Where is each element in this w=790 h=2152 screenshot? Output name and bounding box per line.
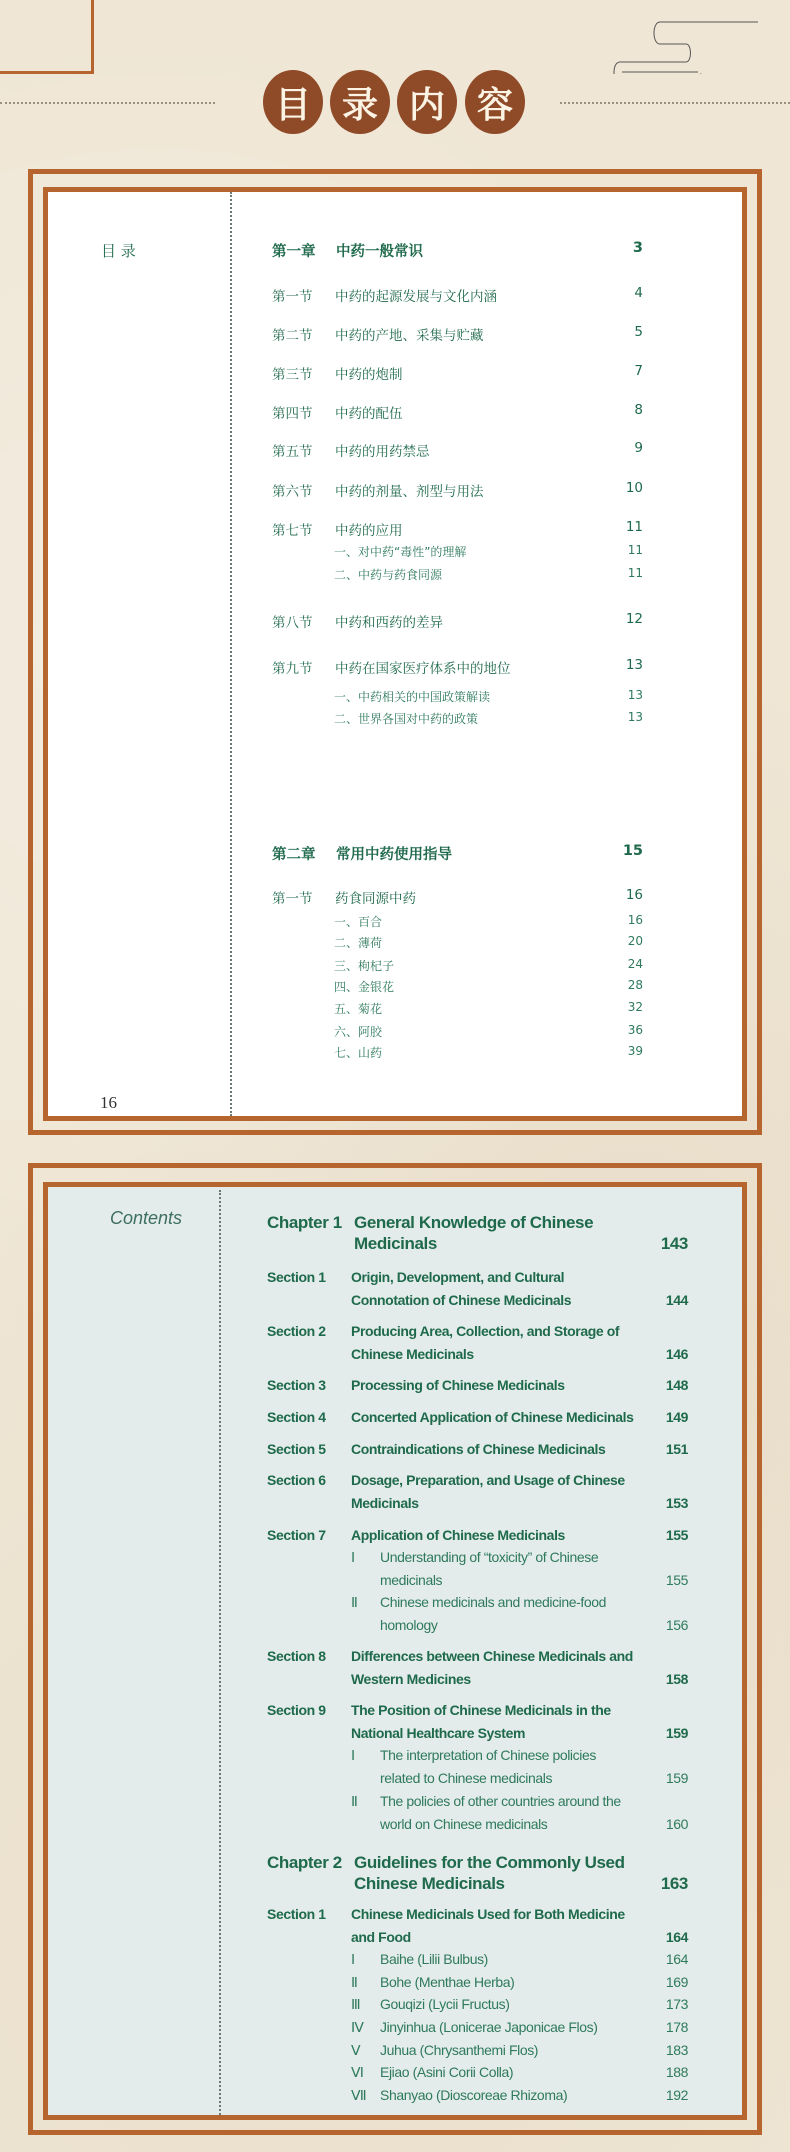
toc-entry-page: 7 xyxy=(634,363,643,379)
toc-entry-title-line: The interpretation of Chinese policies xyxy=(380,1747,596,1763)
toc-entry-title-line: The policies of other countries around the xyxy=(380,1793,621,1809)
toc-entry-label: 第二节 xyxy=(272,328,313,344)
roman-numeral: Ⅱ xyxy=(351,1793,358,1809)
toc-entry-title-line: related to Chinese medicinals xyxy=(380,1769,553,1786)
toc-entry-title-line: Producing Area, Collection, and Storage of xyxy=(351,1323,620,1339)
toc-entry-page: 153 xyxy=(665,1494,688,1511)
toc-entry-page: 32 xyxy=(627,1000,643,1014)
toc-entry-label: 第八节 xyxy=(272,615,313,631)
toc-entry-page: 13 xyxy=(625,657,643,673)
toc-entry-page: 39 xyxy=(627,1044,643,1058)
toc-entry-page: 155 xyxy=(665,1527,688,1543)
toc-entry-title-line: General Knowledge of Chinese xyxy=(354,1213,594,1232)
toc-entry-title: 五、菊花 xyxy=(334,1002,383,1016)
toc-entry-label: 第三节 xyxy=(272,367,313,383)
roman-numeral: Ⅰ xyxy=(351,1549,355,1565)
toc-entry-page: 158 xyxy=(665,1670,688,1687)
toc-entry-title: 中药和西药的差异 xyxy=(335,615,443,631)
toc-entry-title: 中药的剂量、剂型与用法 xyxy=(335,484,484,500)
toc-entry-title-line: Medicinals xyxy=(351,1494,419,1511)
toc-entry-label: 第一章 xyxy=(272,244,316,260)
toc-entry-page: 188 xyxy=(665,2064,688,2080)
toc-entry-label: Section 9 xyxy=(267,1702,326,1718)
toc-entry-label: Section 1 xyxy=(267,1906,326,1922)
scroll-cloud-icon xyxy=(600,14,760,74)
toc-entry-title-line: Dosage, Preparation, and Usage of Chinese xyxy=(351,1472,625,1488)
toc-entry-title: 中药一般常识 xyxy=(336,244,423,260)
toc-entry-page: 8 xyxy=(634,402,643,418)
toc-entry-label: Section 2 xyxy=(267,1323,326,1339)
toc-entry-title: 七、山药 xyxy=(334,1046,383,1060)
toc-entry-page: 159 xyxy=(665,1724,688,1741)
toc-entry-page: 143 xyxy=(660,1234,688,1253)
toc-entry-page: 146 xyxy=(665,1345,688,1362)
title-char-2: 录 xyxy=(330,70,390,134)
roman-numeral: Ⅲ xyxy=(351,1996,361,2012)
toc-entry-title-line: Ejiao (Asini Corii Colla) xyxy=(380,2064,514,2080)
toc-entry-title: 中药的炮制 xyxy=(335,367,403,383)
toc-entry-title-line: Gouqizi (Lycii Fructus) xyxy=(380,1996,510,2012)
toc-entry-page: 164 xyxy=(665,1928,688,1945)
toc-entry-page: 36 xyxy=(627,1023,643,1037)
toc-entry-page: 16 xyxy=(627,913,643,927)
toc-entry-title: 二、世界各国对中药的政策 xyxy=(334,712,479,726)
toc-entry-label: 第七节 xyxy=(272,523,313,539)
toc-entry-title: 中药的用药禁忌 xyxy=(335,444,430,460)
toc-entry-page: 10 xyxy=(625,480,643,496)
toc-entry-title: 药食同源中药 xyxy=(335,891,416,907)
title-char-1: 目 xyxy=(263,70,323,134)
toc-entry-title-line: Jinyinhua (Lonicerae Japonicae Flos) xyxy=(380,2019,598,2035)
toc-entry-title: 三、枸杞子 xyxy=(334,959,395,973)
toc-entry-page: 159 xyxy=(665,1769,688,1786)
toc-entry-label: 第五节 xyxy=(272,444,313,460)
toc-entry-title: 六、阿胶 xyxy=(334,1025,383,1039)
toc-entry-page: 149 xyxy=(665,1409,688,1425)
roman-numeral: Ⅰ xyxy=(351,1951,355,1967)
toc-entry-title: 二、中药与药食同源 xyxy=(334,568,443,582)
toc-side-label-en: Contents xyxy=(110,1208,183,1228)
toc-entry-label: Chapter 1 xyxy=(267,1213,342,1232)
toc-entry-title-line: Processing of Chinese Medicinals xyxy=(351,1377,565,1393)
toc-entry-page: 5 xyxy=(634,324,643,340)
toc-entry-page: 20 xyxy=(627,934,643,948)
toc-entry-title: 四、金银花 xyxy=(334,980,395,994)
toc-entry-title: 常用中药使用指导 xyxy=(336,847,452,863)
toc-entry-page: 24 xyxy=(627,957,643,971)
toc-entry-title-line: National Healthcare System xyxy=(351,1724,526,1741)
toc-entry-page: 3 xyxy=(632,240,643,256)
toc-entry-title: 中药的起源发展与文化内涵 xyxy=(335,289,497,305)
toc-entry-title-line: Understanding of “toxicity” of Chinese xyxy=(380,1549,599,1565)
toc-entry-page: 13 xyxy=(627,710,643,724)
title-char-4: 容 xyxy=(465,70,525,134)
roman-numeral: Ⅳ xyxy=(351,2019,364,2035)
toc-entry-title: 一、中药相关的中国政策解读 xyxy=(334,690,491,704)
toc-entry-title-line: Medicinals xyxy=(354,1234,437,1253)
toc-entry-label: Chapter 2 xyxy=(267,1853,342,1872)
toc-entry-label: Section 8 xyxy=(267,1648,326,1664)
toc-entry-title: 中药的产地、采集与贮藏 xyxy=(335,328,484,344)
dotted-divider-en xyxy=(219,1190,221,2115)
toc-entry-title-line: world on Chinese medicinals xyxy=(380,1815,548,1832)
toc-entry-label: Section 3 xyxy=(267,1377,326,1393)
toc-entry-page: 163 xyxy=(660,1874,688,1893)
toc-entry-page: 156 xyxy=(665,1616,688,1633)
toc-entry-label: Section 1 xyxy=(267,1269,326,1285)
toc-entry-page: 16 xyxy=(625,887,643,903)
roman-numeral: Ⅱ xyxy=(351,1594,358,1610)
toc-entry-label: 第一节 xyxy=(272,289,313,305)
roman-numeral: Ⅵ xyxy=(351,2064,364,2080)
toc-entry-page: 160 xyxy=(665,1815,688,1832)
toc-entry-title-line: The Position of Chinese Medicinals in the xyxy=(351,1702,611,1718)
toc-entry-title-line: Baihe (Lilii Bulbus) xyxy=(380,1951,488,1967)
toc-entry-page: 4 xyxy=(634,285,643,301)
toc-entry-title: 中药在国家医疗体系中的地位 xyxy=(335,661,511,677)
roman-numeral: Ⅱ xyxy=(351,1974,358,1990)
toc-entry-page: 11 xyxy=(627,543,643,557)
toc-entry-page: 28 xyxy=(627,978,643,992)
corner-frame-decoration xyxy=(0,0,94,74)
toc-entry-label: 第一节 xyxy=(272,891,313,907)
toc-entry-title: 一、百合 xyxy=(334,915,383,929)
toc-entry-title-line: homology xyxy=(380,1616,438,1633)
toc-entry-label: 第九节 xyxy=(272,661,313,677)
divider-right xyxy=(560,102,790,104)
toc-entry-title-line: Concerted Application of Chinese Medicinals xyxy=(351,1409,634,1425)
toc-entry-page: 169 xyxy=(665,1974,688,1990)
toc-entry-page: 148 xyxy=(665,1377,688,1393)
toc-entry-label: Section 5 xyxy=(267,1441,326,1457)
toc-entry-page: 173 xyxy=(665,1996,688,2012)
toc-entry-page: 151 xyxy=(665,1441,688,1457)
toc-entry-page: 15 xyxy=(622,843,643,859)
toc-entry-page: 192 xyxy=(665,2087,688,2103)
toc-entry-title-line: Guidelines for the Commonly Used xyxy=(354,1853,625,1872)
roman-numeral: Ⅴ xyxy=(351,2042,361,2058)
toc-entry-title-line: Chinese medicinals and medicine-food xyxy=(380,1594,607,1610)
toc-entry-title-line: Bohe (Menthae Herba) xyxy=(380,1974,515,1990)
toc-entry-label: Section 6 xyxy=(267,1472,326,1488)
toc-entry-page: 183 xyxy=(665,2042,688,2058)
toc-entry-title-line: Juhua (Chrysanthemi Flos) xyxy=(380,2042,539,2058)
toc-entry-label: Section 7 xyxy=(267,1527,326,1543)
toc-entry-title: 中药的应用 xyxy=(335,523,403,539)
toc-entry-title-line: Application of Chinese Medicinals xyxy=(351,1527,565,1543)
toc-entry-title-line: Chinese Medicinals Used for Both Medicine xyxy=(351,1906,625,1922)
toc-entry-page: 13 xyxy=(627,688,643,702)
toc-entry-label: 第四节 xyxy=(272,406,313,422)
divider-left xyxy=(0,102,215,104)
toc-entry-title: 中药的配伍 xyxy=(335,406,403,422)
toc-entry-page: 9 xyxy=(634,440,643,456)
toc-entry-page: 144 xyxy=(665,1291,688,1308)
toc-entry-title-line: medicinals xyxy=(380,1571,443,1588)
toc-entry-page: 12 xyxy=(625,611,643,627)
toc-entry-title-line: Western Medicines xyxy=(351,1670,471,1687)
toc-entry-page: 11 xyxy=(625,519,643,535)
toc-entry-label: 第二章 xyxy=(272,847,316,863)
toc-entry-title-line: Chinese Medicinals xyxy=(354,1874,505,1893)
title-char-3: 内 xyxy=(397,70,457,134)
toc-entry-title: 二、薄荷 xyxy=(334,936,383,950)
toc-entry-title-line: Origin, Development, and Cultural xyxy=(351,1269,565,1285)
toc-entry-title-line: Connotation of Chinese Medicinals xyxy=(351,1291,572,1308)
toc-entry-page: 164 xyxy=(665,1951,688,1967)
toc-entry-title-line: Shanyao (Dioscoreae Rhizoma) xyxy=(380,2087,568,2103)
roman-numeral: Ⅶ xyxy=(351,2087,367,2103)
toc-entry-title-line: Differences between Chinese Medicinals and xyxy=(351,1648,633,1664)
roman-numeral: Ⅰ xyxy=(351,1747,355,1763)
toc-entry-page: 178 xyxy=(665,2019,688,2035)
toc-entry-title-line: Contraindications of Chinese Medicinals xyxy=(351,1441,606,1457)
toc-entry-label: 第六节 xyxy=(272,484,313,500)
page-number: 16 xyxy=(100,1093,117,1112)
toc-entry-page: 155 xyxy=(665,1571,688,1588)
toc-entry-title: 一、对中药“毒性”的理解 xyxy=(334,545,467,559)
dotted-divider-cn xyxy=(230,192,232,1116)
toc-entry-page: 11 xyxy=(627,566,643,580)
toc-entry-title-line: Chinese Medicinals xyxy=(351,1345,474,1362)
toc-entry-label: Section 4 xyxy=(267,1409,326,1425)
toc-entry-title-line: and Food xyxy=(351,1928,411,1945)
toc-side-label-cn: 目 录 xyxy=(101,242,136,260)
